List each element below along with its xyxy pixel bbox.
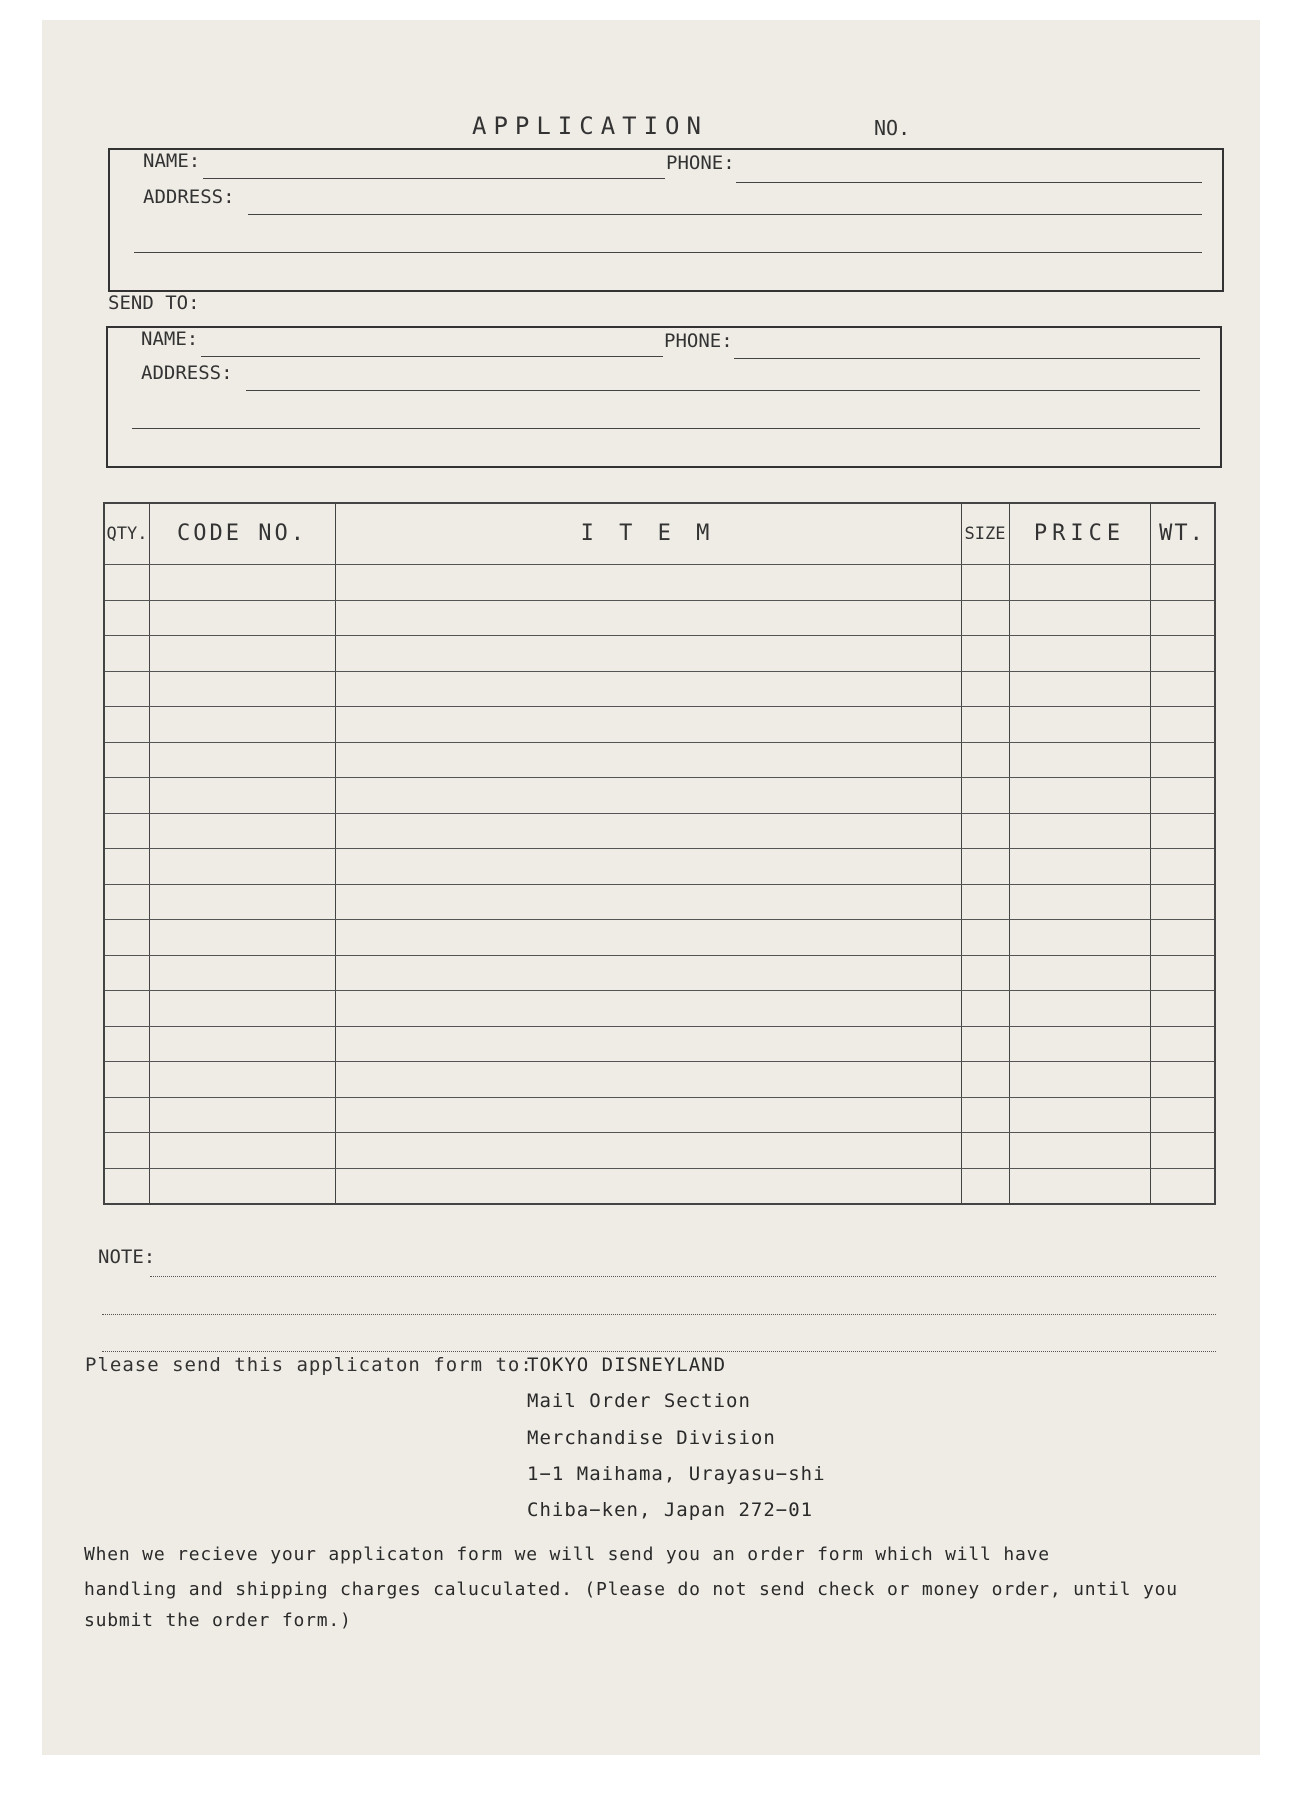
applicant-address-field-1[interactable] [248,214,1202,215]
applicant-name-label: NAME: [143,150,201,172]
col-header-qty: QTY. [106,524,148,544]
mailing-address-line-4: 1−1 Maihama, Urayasu−shi [527,1463,826,1485]
send-to-address-label: ADDRESS: [141,362,233,384]
col-header-wt: WT. [1159,521,1205,546]
mailing-address-line-2: Mail Order Section [527,1390,751,1412]
table-row[interactable] [105,1097,1214,1134]
table-row[interactable] [105,990,1214,1027]
table-row[interactable] [105,777,1214,814]
applicant-address-field-2[interactable] [134,252,1202,253]
mailing-instruction: Please send this applicaton form to: [85,1354,533,1376]
table-row[interactable] [105,706,1214,743]
col-header-item: I T E M [580,521,716,546]
col-header-size: SIZE [964,524,1006,544]
table-row[interactable] [105,884,1214,921]
table-row[interactable] [105,600,1214,637]
send-to-address-field-1[interactable] [246,390,1200,391]
table-row[interactable] [105,671,1214,708]
footer-line-2: handling and shipping charges caluculated. (Please do not send check or money order, until you [84,1579,1178,1600]
note-line-2[interactable] [102,1314,1216,1315]
note-line-3[interactable] [102,1351,1216,1352]
table-row[interactable] [105,919,1214,956]
send-to-name-field[interactable] [201,356,663,357]
send-to-address-field-2[interactable] [132,428,1200,429]
note-label: NOTE: [98,1246,156,1268]
footer-line-1: When we recieve your applicaton form we will send you an order form which will have [84,1544,1050,1565]
send-to-phone-field[interactable] [734,358,1200,359]
footer-line-3: submit the order form.) [84,1610,352,1631]
applicant-phone-label: PHONE: [666,152,735,174]
table-row[interactable] [105,848,1214,885]
note-line-1[interactable] [150,1276,1216,1277]
application-number-label: NO. [874,116,911,140]
table-row[interactable] [105,813,1214,850]
send-to-name-label: NAME: [141,328,199,350]
table-row[interactable] [105,955,1214,992]
applicant-address-label: ADDRESS: [143,186,235,208]
items-table [103,502,1216,1205]
table-row[interactable] [105,1168,1214,1205]
send-to-heading: SEND TO: [108,292,200,314]
col-header-code: CODE NO. [177,521,307,546]
applicant-phone-field[interactable] [736,182,1202,183]
table-row[interactable] [105,742,1214,779]
col-header-price: PRICE [1033,521,1126,546]
table-row[interactable] [105,1061,1214,1098]
mailing-address-line-5: Chiba−ken, Japan 272−01 [527,1499,814,1521]
table-row[interactable] [105,1132,1214,1169]
applicant-name-field[interactable] [203,178,665,179]
mailing-address-line-1: TOKYO DISNEYLAND [527,1354,727,1376]
table-row[interactable] [105,1026,1214,1063]
mailing-address-line-3: Merchandise Division [527,1427,776,1449]
table-row[interactable] [105,564,1214,601]
table-row[interactable] [105,635,1214,672]
send-to-phone-label: PHONE: [664,330,733,352]
form-title: APPLICATION [472,112,708,140]
